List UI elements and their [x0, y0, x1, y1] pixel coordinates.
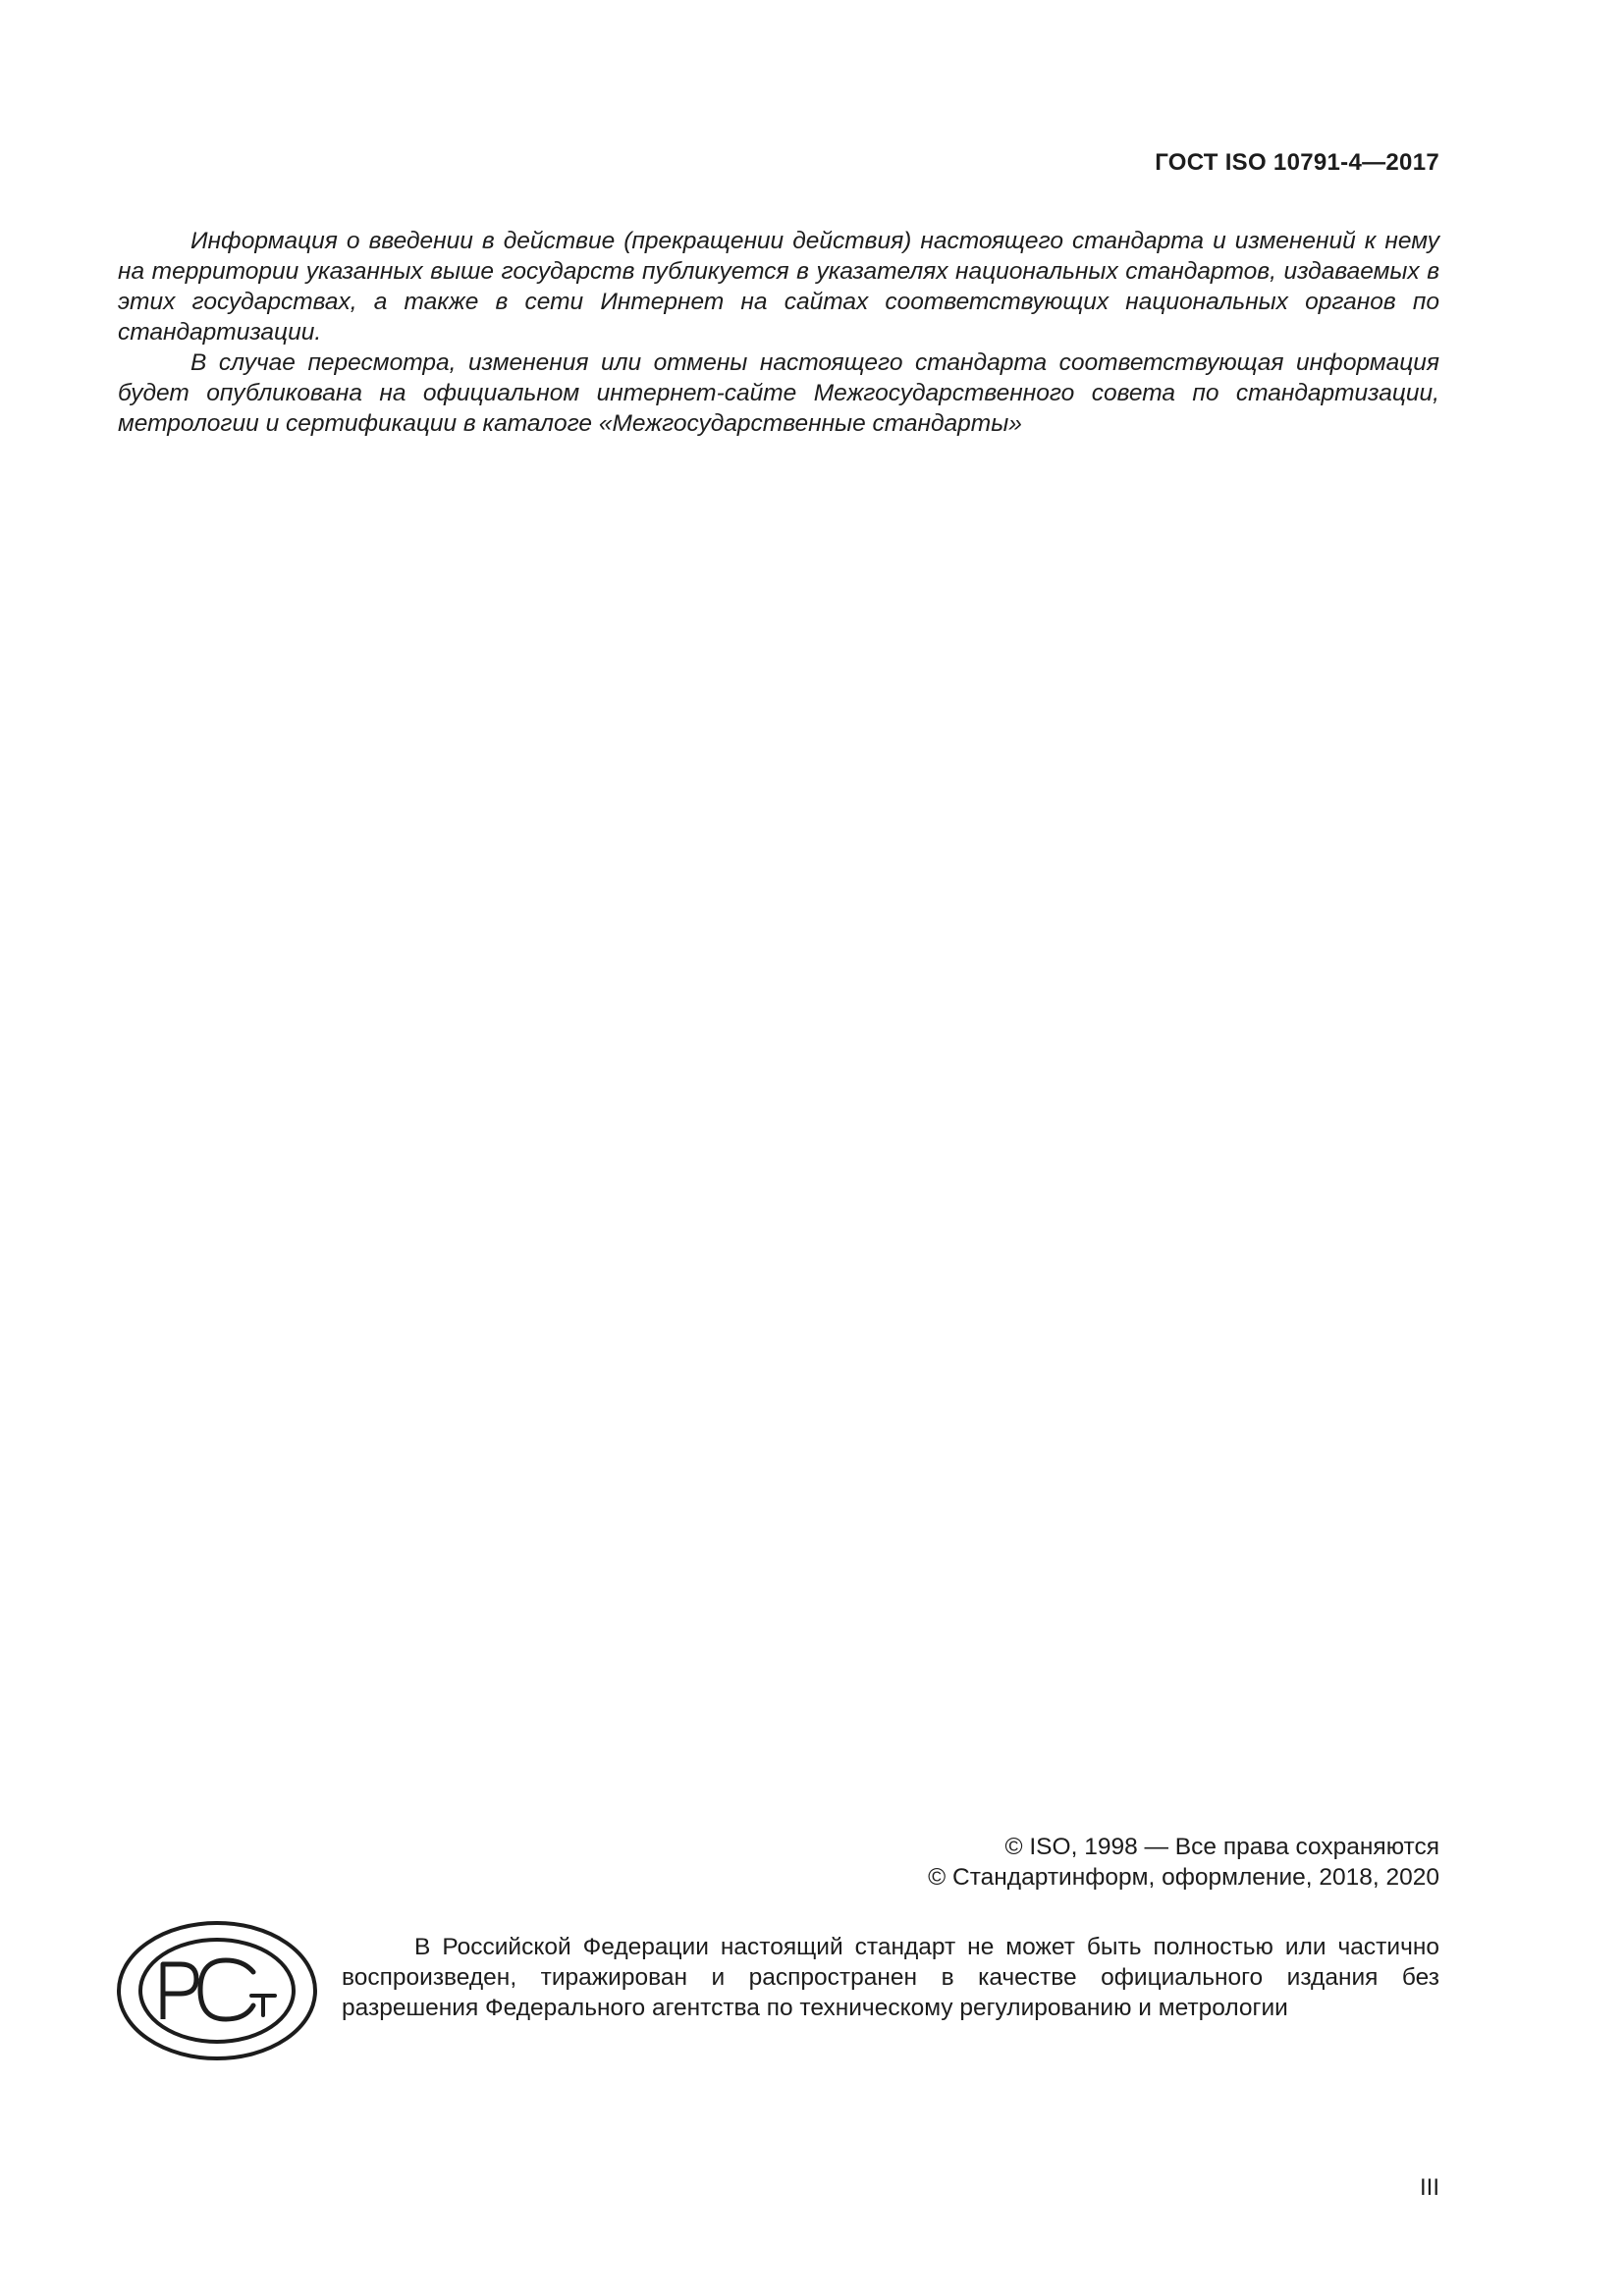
- copyright-standartinform: © Стандартинформ, оформление, 2018, 2020: [928, 1864, 1439, 1891]
- rst-certification-mark-icon: [116, 1919, 318, 2062]
- copyright-iso: © ISO, 1998 — Все права сохраняются: [1004, 1834, 1439, 1860]
- copyright-block: [928, 1832, 1439, 1893]
- document-code: ГОСТ ISO 10791-4—2017: [1155, 149, 1439, 176]
- info-block: [118, 226, 1439, 439]
- reproduction-notice: В Российской Федерации настоящий стандарт не может быть полностью или частично воспроизведен, тиражирован и распространен в качестве официального издания без разрешения Федерального агентства по техническому регулированию и метрологии: [342, 1934, 1439, 2021]
- page-number: III: [1419, 2174, 1439, 2201]
- info-paragraph: Информация о введении в действие (прекращении действия) настоящего стандарта и изменений к нему на территории указанных выше государств публикуется в указателях национальных стандартов, издаваемых в этих государствах, а также в сети Интернет на сайтах соответствующих национальных органов по стандартизации.: [118, 228, 1439, 346]
- info-paragraph: В случае пересмотра, изменения или отмены настоящего стандарта соответствующая информация будет опубликована на официальном интернет-сайте Межгосударственного совета по стандартизации, метрологии и сертификации в каталоге «Межгосударственные стандарты»: [118, 349, 1439, 437]
- rst-logo-graphic: [116, 1919, 318, 2062]
